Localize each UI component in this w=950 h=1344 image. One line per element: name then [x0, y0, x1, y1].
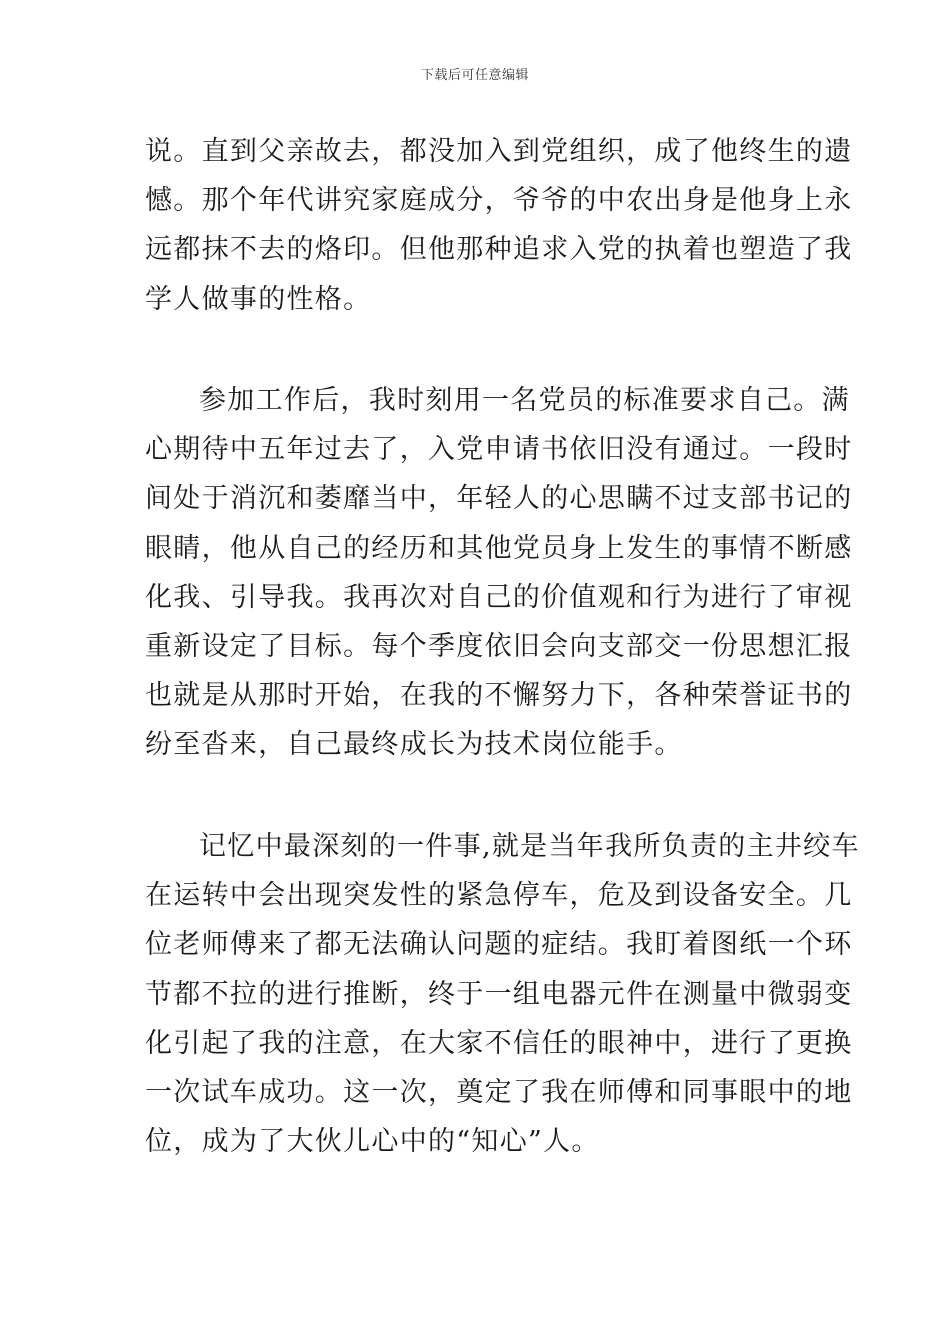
paragraph-line: 眼睛，他从自己的经历和其他党员身上发生的事情不断感	[145, 532, 853, 564]
paragraph-1	[145, 127, 853, 324]
paragraph-line: 也就是从那时开始，在我的不懈努力下，各种荣誉证书的	[145, 680, 853, 712]
paragraph-line: 憾。那个年代讲究家庭成分，爷爷的中农出身是他身上永	[145, 185, 853, 217]
paragraph-line: 记忆中最深刻的一件事,就是当年我所负责的主井绞车	[199, 831, 860, 862]
paragraph-line: 重新设定了目标。每个季度依旧会向支部交一份思想汇报	[145, 631, 853, 663]
paragraph-line: 一次试车成功。这一次，奠定了我在师傅和同事眼中的地	[145, 1077, 853, 1109]
paragraph-line: 心期待中五年过去了，入党申请书依旧没有通过。一段时	[145, 434, 853, 466]
paragraph-line: 间处于消沉和萎靡当中，年轻人的心思瞒不过支部书记的	[145, 483, 853, 515]
paragraph-line: 在运转中会出现突发性的紧急停车，危及到设备安全。几	[145, 880, 853, 912]
paragraph-line: 说。直到父亲故去，都没加入到党组织，成了他终生的遗	[145, 136, 853, 167]
paragraph-line: 学人做事的性格。	[145, 283, 372, 315]
paragraph-3	[145, 822, 860, 1166]
paragraph-line: 参加工作后，我时刻用一名党员的标准要求自己。满	[199, 385, 850, 416]
paragraph-line: 远都抹不去的烙印。但他那种追求入党的执着也塑造了我	[145, 234, 853, 266]
paragraph-line: 纷至沓来，自己最终成长为技术岗位能手。	[145, 729, 683, 761]
paragraph-2	[145, 376, 853, 770]
page-header: 下载后可任意编辑	[420, 68, 529, 83]
paragraph-line: 化我、引导我。我再次对自己的价值观和行为进行了审视	[145, 581, 853, 613]
paragraph-line: 节都不拉的进行推断，终于一组电器元件在测量中微弱变	[145, 978, 853, 1010]
paragraph-line: 位老师傅来了都无法确认问题的症结。我盯着图纸一个环	[145, 929, 853, 961]
paragraph-line: 位，成为了大伙儿心中的“知心”人。	[145, 1126, 600, 1158]
paragraph-line: 化引起了我的注意，在大家不信任的眼神中，进行了更换	[145, 1027, 853, 1059]
